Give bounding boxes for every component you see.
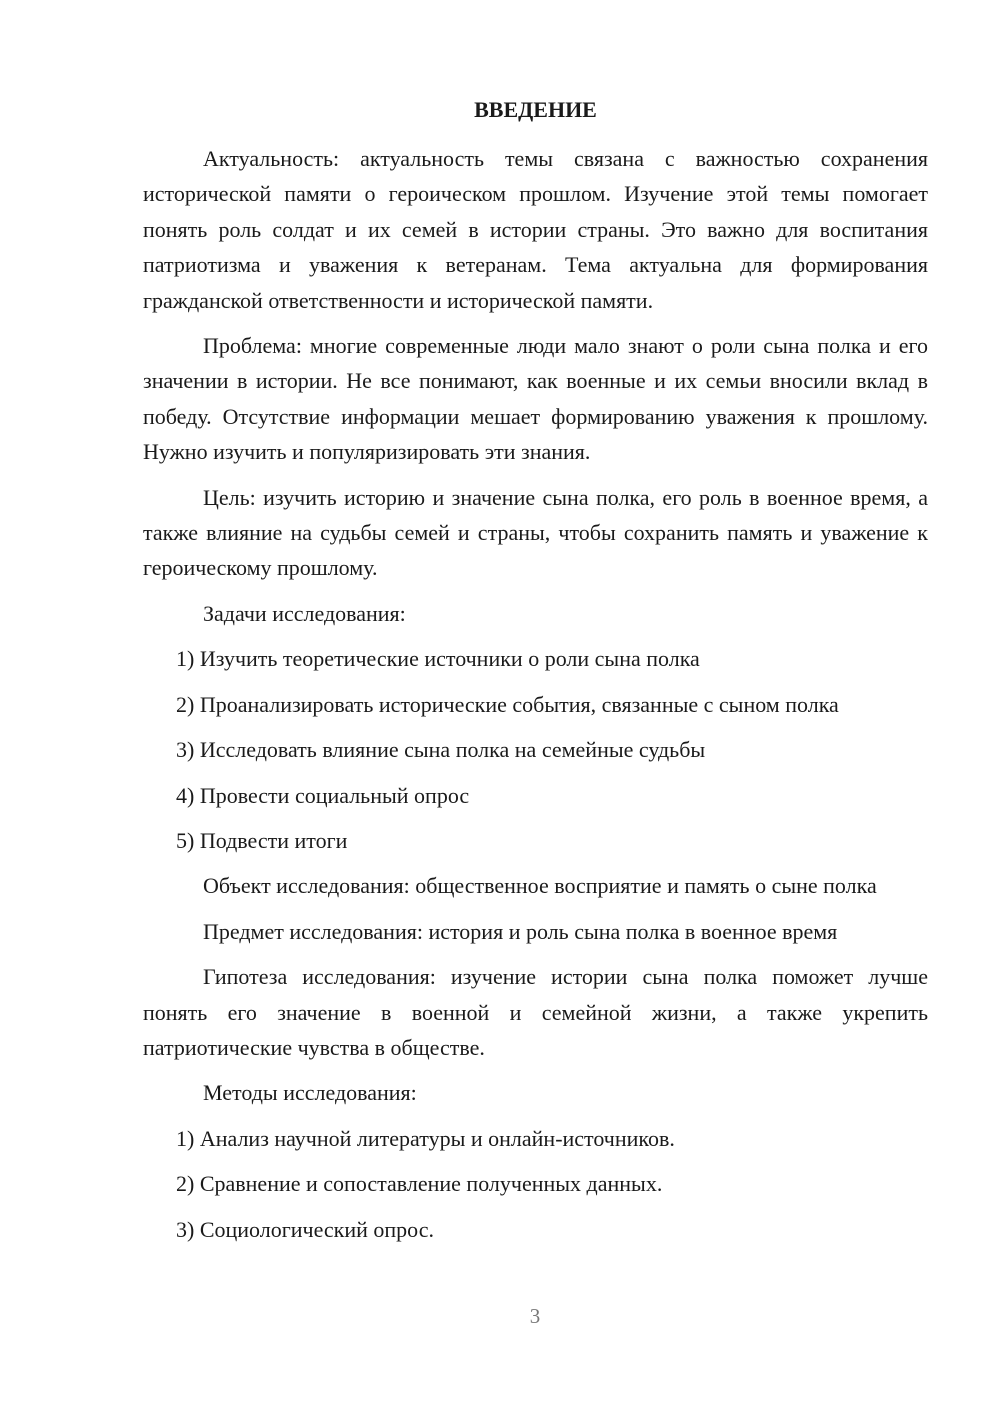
- method-item: 2) Сравнение и сопоставление полученных данных.: [176, 1171, 663, 1197]
- task-item: 2) Проанализировать исторические события, связанные с сыном полка: [176, 691, 839, 717]
- task-item: 1) Изучить теоретические источники о роли сына полка: [176, 646, 700, 672]
- method-item: 1) Анализ научной литературы и онлайн-источников.: [176, 1125, 675, 1151]
- object-paragraph: Объект исследования: общественное восприятие и память о сыне полка: [203, 873, 877, 899]
- section-title: ВВЕДЕНИЕ: [474, 97, 597, 122]
- goal-paragraph: Цель: изучить историю и значение сына полка, его роль в военное время, а также влияние на судьбы семей и страны, чтобы сохранить память и уважение к героическому прошлому.: [143, 484, 928, 581]
- task-item: 5) Подвести итоги: [176, 827, 348, 853]
- task-item: 4) Провести социальный опрос: [176, 782, 470, 808]
- hypothesis-paragraph: Гипотеза исследования: изучение истории сына полка поможет лучше понять его значение в военной и семейной жизни, а также укрепить патриотические чувства в обществе.: [143, 964, 928, 1060]
- problem-paragraph: Проблема: многие современные люди мало знают о роли сына полка и его значении в истории. Не все понимают, как военные и их семьи вносили вклад в победу. Отсутствие информации мешает формированию уважения к прошлому. Нужно изучить и популяризировать эти знания.: [143, 333, 928, 465]
- subject-paragraph: Предмет исследования: история и роль сына полка в военное время: [203, 918, 838, 944]
- document-page: [143, 92, 928, 1257]
- page-number: 3: [529, 1304, 541, 1328]
- method-item: 3) Социологический опрос.: [176, 1216, 434, 1242]
- methods-heading: Методы исследования:: [203, 1080, 417, 1106]
- relevance-paragraph: Актуальность: актуальность темы связана с важностью сохранения исторической памяти о героическом прошлом. Изучение этой темы помогает понять роль солдат и их семей в истории страны. Это важно для воспитания патриотизма и уважения к ветеранам. Тема актуальна для формирования гражданской ответственности и исторической памяти.: [143, 146, 928, 313]
- tasks-heading: Задачи исследования:: [203, 600, 406, 626]
- task-item: 3) Исследовать влияние сына полка на семейные судьбы: [176, 737, 706, 763]
